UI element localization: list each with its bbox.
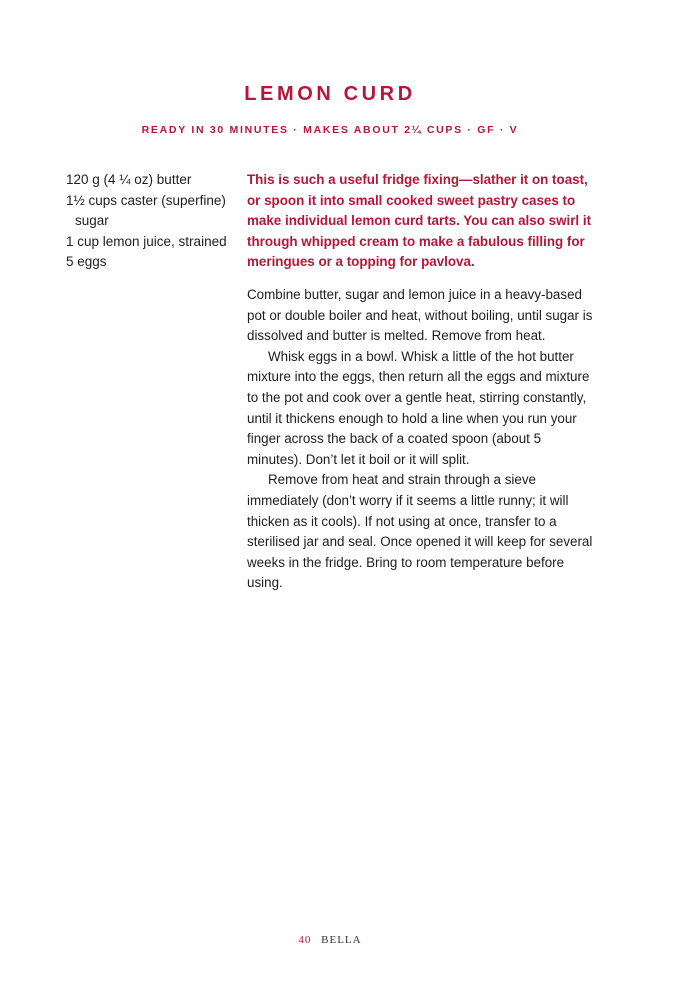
- method-step: Remove from heat and strain through a sieve immediately (don’t worry if it seems a little runny; it will thicken as it cools). If not using at once, transfer to a sterilised jar and seal. Once opened it will keep for several weeks in the fridge. Bring to room temperature before using.: [247, 472, 593, 591]
- recipe-intro: This is such a useful fridge fixing—slather it on toast, or spoon it into small cooked sweet pastry cases to make individual lemon curd tarts. You can also swirl it through whipped cream to make a fabulous filling for meringues or a topping for pavlova.: [247, 172, 592, 270]
- recipe-title: LEMON CURD: [244, 83, 416, 105]
- recipe-subtitle: READY IN 30 MINUTES · MAKES ABOUT 2¼ CUPS · GF · V: [141, 124, 519, 136]
- ingredient-item: 120 g (4 ¼ oz) butter: [66, 172, 192, 187]
- page-number: 40: [298, 934, 312, 946]
- method-step: Whisk eggs in a bowl. Whisk a little of the hot butter mixture into the eggs, then return all the eggs and mixture to the pot and cook over a gentle heat, stirring constantly, until it thickens enough to hold a line when you run your finger across the back of a coated spoon (about 5 minutes). Don’t let it boil or it will split.: [247, 348, 590, 467]
- recipe-body: [247, 170, 595, 594]
- book-name: BELLA: [321, 934, 362, 946]
- ingredient-list: [66, 170, 241, 273]
- method-step: Combine butter, sugar and lemon juice in a heavy-based pot or double boiler and heat, without boiling, until sugar is dissolved and butter is melted. Remove from heat.: [247, 286, 593, 344]
- method-section: [247, 285, 595, 594]
- ingredient-item: 5 eggs: [66, 254, 107, 270]
- page-footer: [0, 934, 660, 946]
- ingredient-item: 1½ cups caster (superfine) sugar: [66, 192, 226, 229]
- ingredient-item: 1 cup lemon juice, strained: [66, 233, 227, 249]
